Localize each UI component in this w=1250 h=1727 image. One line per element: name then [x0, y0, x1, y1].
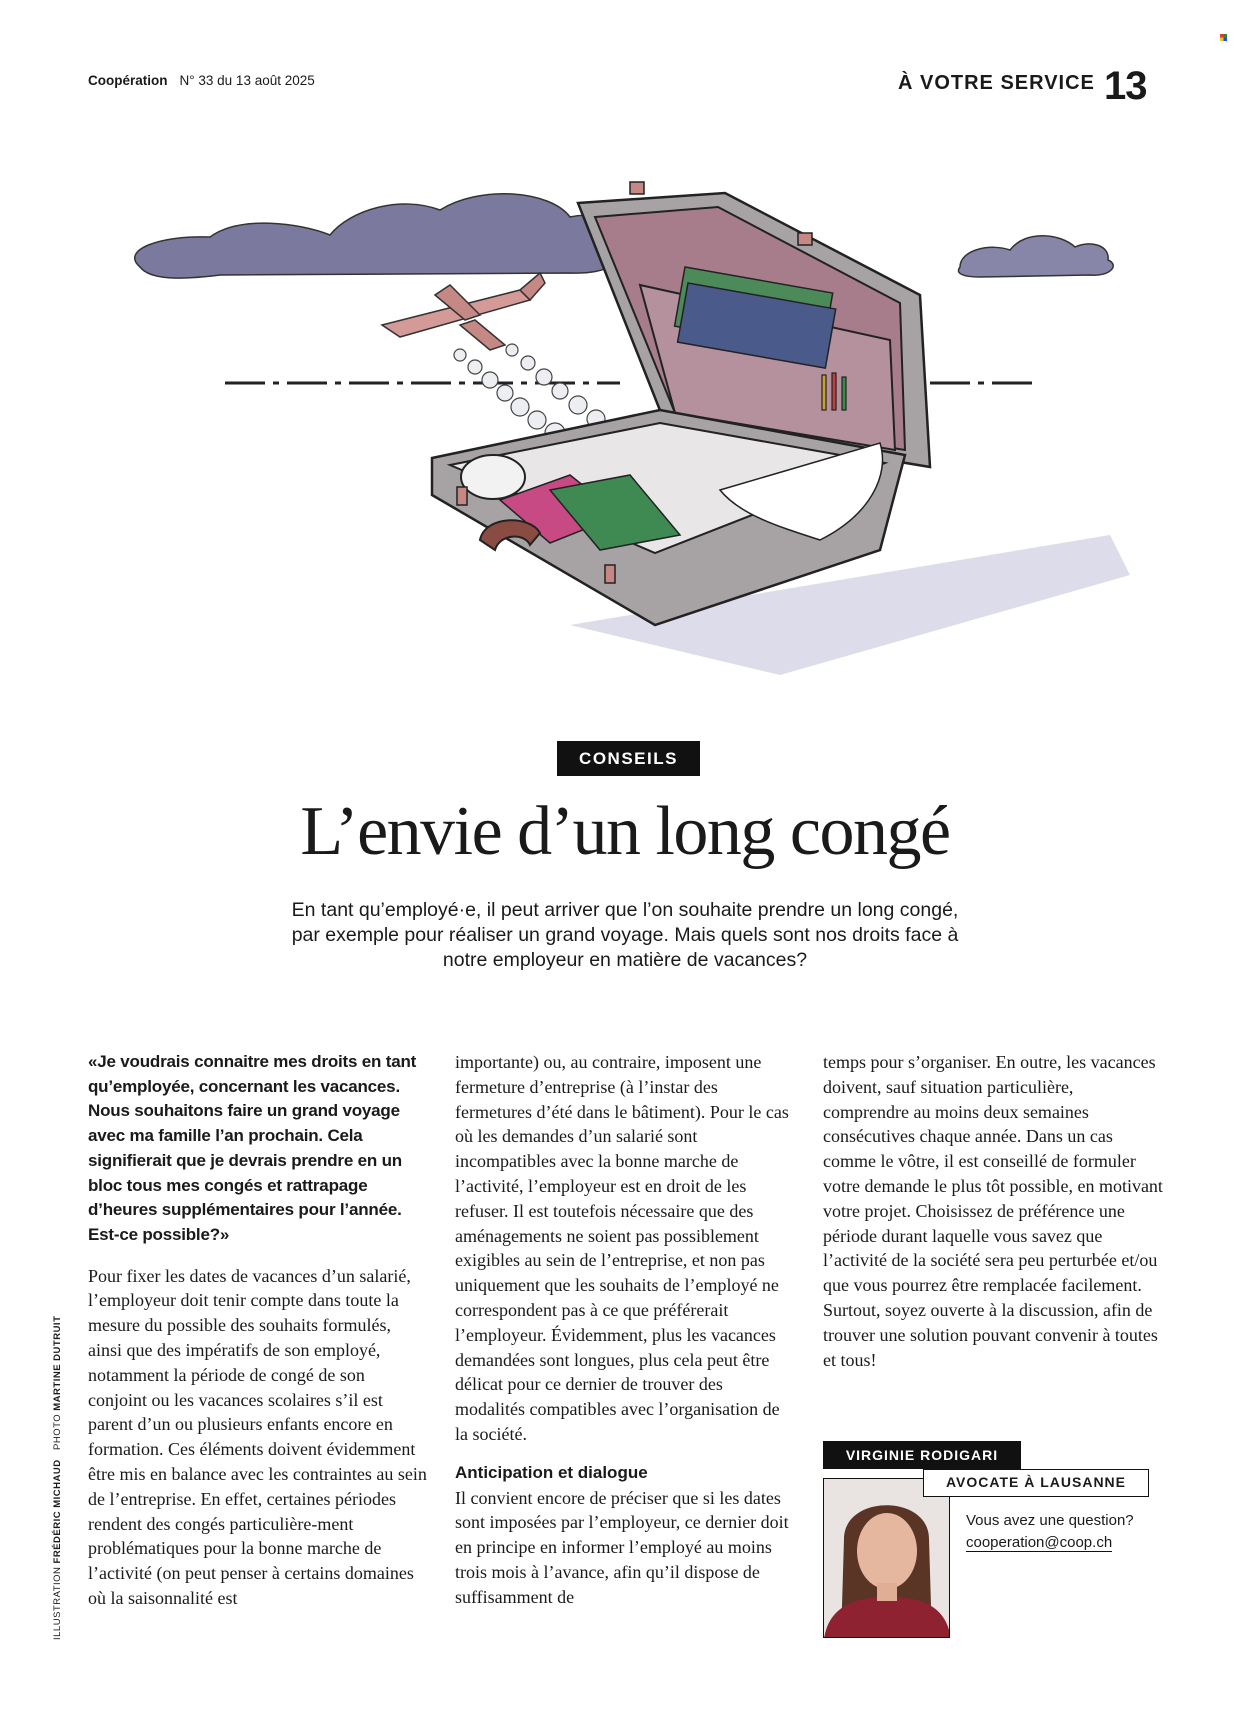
- cloud-left: [135, 194, 624, 278]
- author-role: AVOCATE À LAUSANNE: [923, 1469, 1149, 1497]
- credit-illustration-name: FRÉDÉRIC MICHAUD: [52, 1459, 63, 1564]
- body-paragraph-1: Pour fixer les dates de vacances d’un salarié, l’employeur doit tenir compte dans toute la mesure du possible des souhaits formulés, ainsi que des impératifs de son employé, notamment la période de congé de son conjoint ou les vacances scolaires s’il est parent d’un ou plusieurs enfants encore en formation. Ces éléments doivent évidemment être mis en balance avec les contraintes au sein de l’entreprise. En effet, certaines périodes rendent des congés particulière-ment problématiques pour la bonne marche de l’activité (on peut penser à certains domaines où la saisonnalité est: [88, 1265, 427, 1608]
- author-name: VIRGINIE RODIGARI: [823, 1441, 1021, 1469]
- column-3: [823, 1050, 1163, 1372]
- portrait-icon: [824, 1479, 950, 1638]
- category-badge: CONSEILS: [557, 741, 700, 776]
- latch-lid-2: [798, 233, 812, 245]
- article-lead: En tant qu’employé·e, il peut arriver que l’on souhaite prendre un long congé, par exemple pour réaliser un grand voyage. Mais quels sont nos droits face à notre employeur en matière de vacances?: [291, 899, 959, 971]
- credit-photo-label: PHOTO: [52, 1413, 63, 1450]
- credit-illustration-label: ILLUSTRATION: [52, 1566, 63, 1640]
- contact-block: [966, 1510, 1134, 1554]
- credit-photo-name: MARTINE DUTRUIT: [52, 1315, 63, 1411]
- author-photo: [823, 1478, 950, 1638]
- page-number: 13: [1104, 64, 1147, 108]
- article-title: L’envie d’un long congé: [300, 793, 950, 870]
- section-title: À VOTRE SERVICE: [898, 72, 1095, 94]
- latch-left: [457, 487, 467, 505]
- body-paragraph-3: Il convient encore de préciser que si les dates sont imposées par l’employeur, ce dernier doit en principe en informer l’employé au moins trois mois à l’avance, afin qu’il dispose de suffisamment de: [455, 1487, 789, 1607]
- subheading: Anticipation et dialogue: [455, 1462, 648, 1482]
- issue-date: N° 33 du 13 août 2025: [179, 73, 315, 88]
- column-1: [88, 1050, 428, 1611]
- masthead: [88, 73, 315, 88]
- latch-lid-1: [630, 182, 644, 194]
- contact-email-link[interactable]: cooperation@coop.ch: [966, 1534, 1113, 1551]
- suitcase-airplane-illustration: [100, 155, 1150, 715]
- body-paragraph-4: temps pour s’organiser. En outre, les vacances doivent, sauf situation particulière, comprendre au moins deux semaines consécutives chaque année. Dans un cas comme le vôtre, il est conseillé de formuler votre demande le plus tôt possible, en motivant votre projet. Choisissez de préférence une période durant laquelle vous savez que l’activité de la société sera peu perturbée et/ou que vous pourrez être remplacée facilement. Surtout, soyez ouverte à la discussion, afin de trouver une solution pouvant convenir à toutes et tous!: [823, 1052, 1163, 1370]
- publication-name: Coopération: [88, 73, 168, 88]
- color-registration-mark-icon: [1220, 34, 1227, 41]
- column-2: [455, 1050, 795, 1610]
- pens-icon: [822, 373, 846, 410]
- contact-question: Vous avez une question?: [966, 1512, 1134, 1529]
- body-paragraph-2: importante) ou, au contraire, imposent une fermeture d’entreprise (à l’instar des fermetures d’été dans le bâtiment). Pour le cas où les demandes d’un salarié sont incompatibles avec la bonne marche de l’activité, l’employeur est en droit de les refuser. Il est toutefois nécessaire que des aménagements ne soient pas possiblement exigibles au sein de l’entreprise, et non pas uniquement que les souhaits de l’employé ne correspondent pas à ce que préférerait l’employeur. Évidemment, plus les vacances demandées sont longues, plus cela peut être délicat pour ce dernier de trouver des modalités compatibles avec l’organisation de la société.: [455, 1052, 789, 1444]
- clock-icon: [461, 455, 525, 499]
- image-credits: [52, 1316, 63, 1640]
- airplane-icon: [382, 273, 545, 350]
- cloud-right: [958, 236, 1113, 277]
- latch-right: [605, 565, 615, 583]
- reader-question: «Je voudrais connaitre mes droits en tant qu’employée, concernant les vacances. Nous souhaitons faire un grand voyage avec ma famille l’an prochain. Cela signifierait que je devrais prendre en un bloc tous mes congés et rattrapage d’heures supplémentaires pour l’année. Est-ce possible?»: [88, 1052, 417, 1244]
